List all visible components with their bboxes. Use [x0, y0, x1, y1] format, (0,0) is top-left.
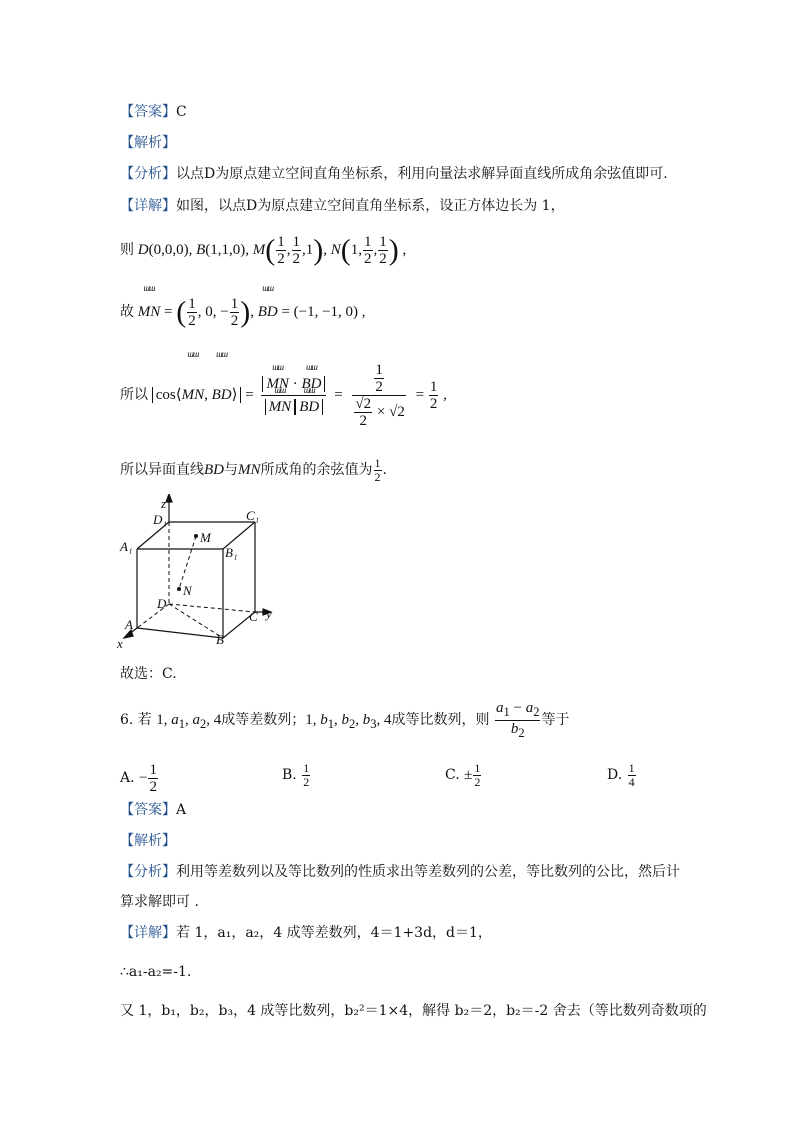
conclusion-mid: 与	[224, 462, 238, 478]
point-m	[194, 534, 198, 538]
option-a[interactable]	[120, 762, 159, 795]
q6-stem: 6. 若 1, $a_1$, $a_2$, 4成等差数列；1, $b_1$, $b_2$, $b_3$, 4成等比数列，则 $\frac{a_1 - a_2}{b_2}$ 等于	[120, 699, 570, 740]
conclusion-line: 所以异面直线BD与MN所成角的余弦值为 $\frac{1}{2}$ .	[120, 455, 387, 484]
fenxi-text-q6: 利用等差数列以及等比数列的性质求出等差数列的公差，等比数列的公比，然后计	[176, 864, 680, 880]
label-a: A	[125, 617, 133, 632]
fenxi-line2-q6: 算求解即可 .	[120, 894, 199, 910]
q6-stem-mid2: 成等比数列，则	[391, 712, 490, 728]
label-n: N	[183, 583, 192, 598]
detail-text-q6: 若 1，a₁，a₂，4 成等差数列，4＝1+3d，d＝1，	[176, 925, 492, 941]
cosine-line: 所以 cos⟨ɯɯ MN, ɯɯ BD⟩ = ɯɯ MN · ɯɯ BD ɯɯ MNɯɯ BD = $\frac{1}{2}$ $\frac{√2}{2}$ × √2 = $\frac{1}{2}$ ,	[120, 360, 447, 436]
q6-stem-post: 等于	[541, 712, 570, 728]
answer-value: C	[176, 104, 187, 120]
label-b: B	[216, 632, 224, 647]
choose-line-q5: 故选：C.	[120, 666, 177, 682]
label-c: C	[249, 609, 258, 624]
conclusion-pre: 所以异面直线	[120, 462, 204, 478]
option-d-value: $\frac{1}{4}$	[628, 761, 635, 789]
answer-line-q5	[120, 102, 187, 122]
option-c[interactable]	[445, 762, 482, 789]
suoyi-word: 所以	[120, 387, 148, 403]
q6-stem-pre: 6. 若	[120, 712, 152, 728]
analysis-heading-q6: 【解析】	[120, 833, 176, 849]
option-b[interactable]	[282, 762, 311, 789]
option-a-letter: A.	[120, 769, 135, 786]
label-m: M	[200, 530, 211, 545]
option-b-letter: B.	[282, 766, 297, 783]
analysis-heading-q5: 【解析】	[120, 135, 176, 151]
label-c1: C₁	[246, 508, 260, 523]
detail-line-q5	[120, 196, 565, 216]
fenxi-text: 以点D为原点建立空间直角坐标系，利用向量法求解异面直线所成角余弦值即可.	[176, 166, 668, 182]
option-d-letter: D.	[607, 766, 623, 783]
point-n	[177, 587, 181, 591]
segment-m-n	[179, 536, 196, 589]
fenxi-tag-q6: 【分析】	[120, 864, 176, 880]
gu-word: 故	[120, 304, 134, 320]
label-z: z	[161, 496, 167, 511]
q6-stem-mid1: 成等差数列；	[221, 712, 306, 728]
cube-figure	[115, 494, 285, 654]
option-c-value: ± $\frac{1}{2}$	[464, 761, 481, 789]
label-x: x	[117, 636, 123, 651]
ze-word: 则	[120, 242, 134, 258]
label-d1: D₁	[153, 512, 167, 527]
vectors-line: 故 ɯɯ MN = ( $\frac{1}{2}$ , 0, − $\frac{1}{2}$ ), ɯɯ BD = (−1, −1, 0) ,	[120, 294, 366, 330]
fenxi-line-q5	[120, 164, 668, 184]
detail-text: 如图，以点D为原点建立空间直角坐标系，设正方体边长为 1，	[176, 198, 565, 214]
answer-tag-q6: 【答案】	[120, 802, 176, 818]
detail-line2-q6: ∴a₁-a₂=-1.	[120, 964, 192, 980]
answer-value-q6: A	[176, 802, 187, 818]
fenxi-tag: 【分析】	[120, 166, 176, 182]
option-a-value: − $\frac{1}{2}$	[139, 762, 157, 795]
detail-tag: 【详解】	[120, 198, 176, 214]
coordinates-line: 则 D(0,0,0), B(1,1,0), M( $\frac{1}{2}$ , $\frac{1}{2}$ ,1), N(1, $\frac{1}{2}$ , $\frac{1}{2}$ ) ,	[120, 233, 407, 268]
q6-options	[120, 761, 680, 795]
label-b1: B₁	[225, 545, 238, 560]
detail-line-q6	[120, 923, 492, 943]
label-d: D	[157, 596, 167, 611]
edge-d-c	[169, 604, 255, 612]
answer-tag: 【答案】	[120, 104, 176, 120]
option-c-letter: C.	[445, 766, 460, 783]
label-a1: A₁	[120, 539, 133, 554]
option-b-value: $\frac{1}{2}$	[303, 761, 310, 789]
axis-z-arrow	[166, 494, 172, 502]
detail-tag-q6: 【详解】	[120, 925, 176, 941]
detail-line3-q6: 又 1，b₁，b₂，b₃，4 成等比数列，b₂²＝1×4，解得 b₂＝2，b₂＝-2 舍去（等比数列奇数项的	[120, 1003, 707, 1019]
conclusion-post: 所成角的余弦值为	[260, 462, 373, 478]
label-y: y	[266, 606, 272, 621]
edge-a-b	[137, 628, 223, 638]
option-d[interactable]	[607, 762, 637, 789]
answer-line-q6	[120, 800, 186, 820]
fenxi-line-q6	[120, 862, 680, 882]
